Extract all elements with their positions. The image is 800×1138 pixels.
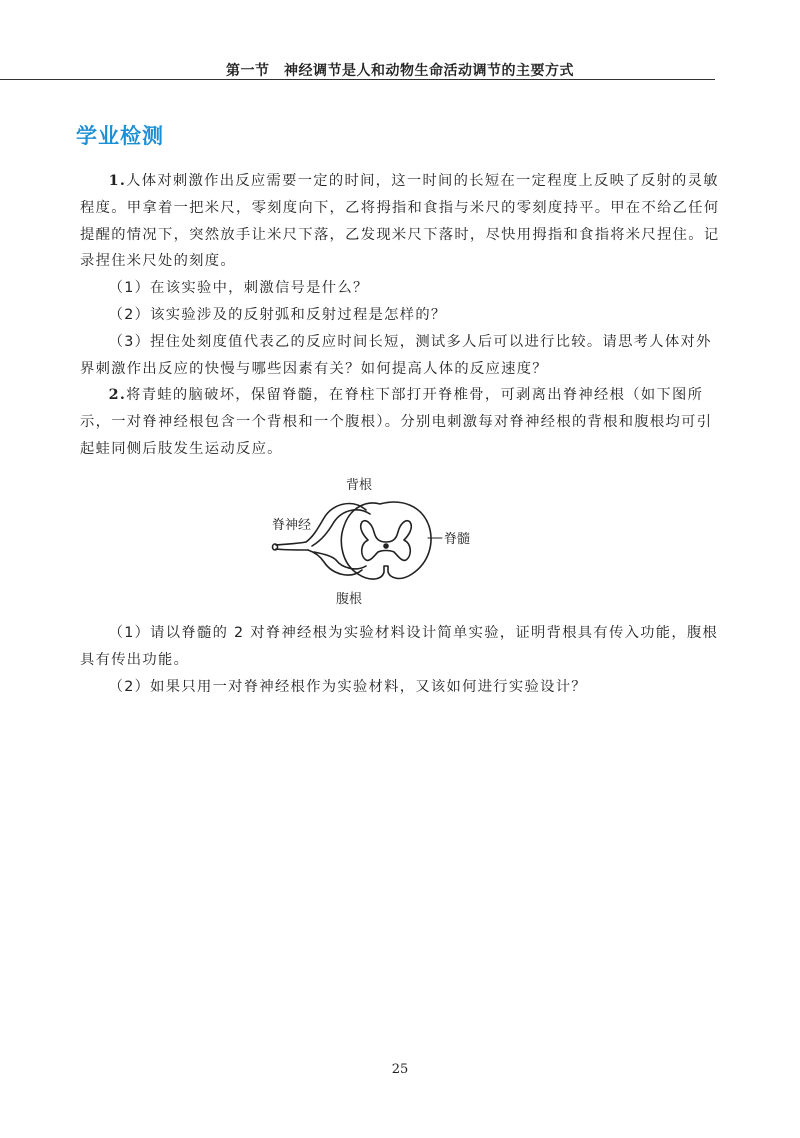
question-1-sub-3: （3）捏住处刻度值代表乙的反应时间长短，测试多人后可以进行比较。请思考人体对外界刺激作出反应的快慢与哪些因素有关？如何提高人体的反应速度？	[80, 333, 712, 377]
question-1-text: 人体对刺激作出反应需要一定的时间，这一时间的长短在一定程度上反映了反射的灵敏程度。甲拿着一把米尺，零刻度向下，乙将拇指和食指与米尺的零刻度持平。甲在不给乙任何提醒的情况下，突然放手让米尺下落，乙发现米尺下落时，尽快用拇指和食指将米尺捏住。记录捏住米尺处的刻度。	[80, 173, 720, 270]
spinal-cord-figure	[262, 470, 492, 610]
label-spinal-nerve: 脊神经	[272, 518, 312, 533]
question-2-text: 将青蛙的脑破坏，保留脊髓，在脊柱下部打开脊椎骨，可剥离出脊神经根（如下图所示，一对脊神经根包含一个背根和一个腹根）。分别电刺激每对脊神经根的背根和腹根均可引起蛙同侧后肢发生运动反应。	[80, 387, 713, 457]
spinal-cord-outline	[341, 502, 431, 579]
question-1	[80, 168, 720, 275]
label-dorsal-root: 背根	[346, 478, 373, 493]
header-rule	[0, 79, 715, 80]
question-1-sub-1: （1）在该实验中，刺激信号是什么？	[108, 280, 369, 297]
central-canal	[384, 544, 388, 548]
label-ventral-root: 腹根	[336, 592, 363, 607]
label-spinal-cord: 脊髓	[444, 532, 471, 547]
spinal-nerve-trunk	[276, 542, 308, 550]
running-head: 第一节 神经调节是人和动物生命活动调节的主要方式	[226, 63, 574, 79]
spinal-nerve-end	[273, 544, 278, 550]
question-1-sub-2: （2）该实验涉及的反射弧和反射过程是怎样的？	[108, 306, 447, 323]
question-2-sub-2: （2）如果只用一对脊神经根作为实验材料，又该如何进行实验设计？	[108, 678, 587, 695]
questions-part-1	[80, 168, 720, 463]
question-2-sub-1: （1）请以脊髓的 2 对脊神经根为实验材料设计简单实验，证明背根具有传入功能，腹根具有传出功能。	[80, 625, 719, 668]
page-number: 25	[391, 1062, 409, 1077]
question-2-number: 2.	[108, 387, 127, 404]
question-2	[80, 382, 720, 462]
section-title: 学业检测	[76, 124, 164, 148]
questions-part-2	[80, 620, 720, 700]
question-1-number: 1.	[108, 173, 127, 189]
grey-matter	[361, 521, 412, 561]
